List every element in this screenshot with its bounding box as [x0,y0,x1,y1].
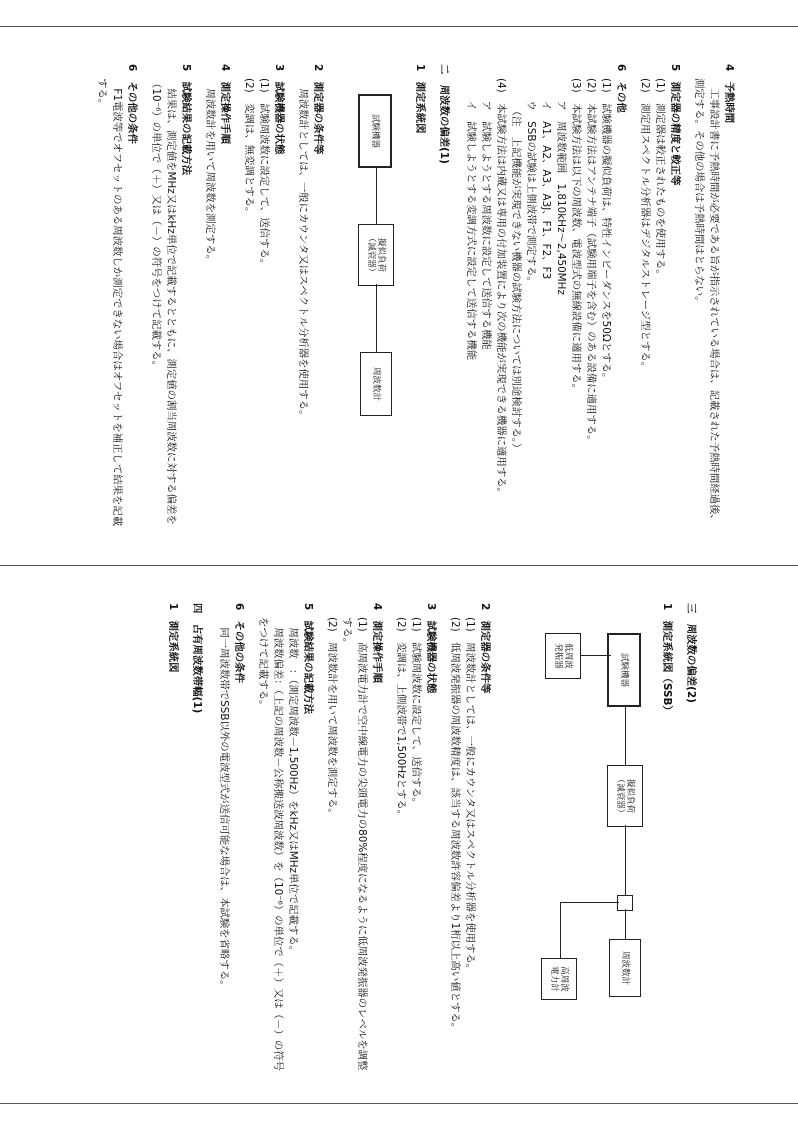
part-2-section-6-text: F1電波等でオフセットのある周波数しか測定できない場合はオフセットを補正して結果を記載する。 [96,78,123,527]
section-4-text: 工事設計書に予熱時間が必要である旨が指示されている場合は、記載された予熱時間経過後、測定する。その他の場合は予熱時間はとらない。 [693,78,720,525]
section-5-title: 5 測定器の精度と較正等 [669,64,681,186]
part-2-title: 二 周波数の偏差(1) [438,64,450,164]
section-6-item: (4) 本試験方法は内蔵又は専用の付加装置により次の機能が実現できる機器に適用する。 [495,78,507,498]
part-3-section-3-item: (2) 変調は、上側波帯で1,500Hzとする。 [395,617,407,821]
bottom-rule [0,1103,798,1104]
part-2-section-3-title: 3 試験機器の状態 [273,64,285,155]
measurement-diagram-ssb [501,603,651,1073]
page-divider [0,565,798,566]
section-6-item: イ 試験しようとする変調方式に設定して送信する機能 [465,90,477,361]
section-6-item: ア 周波数範囲 1,810kHz～2,450MHz [555,90,567,295]
diagram-box-af-oscillator: 低周波 発振器 [545,633,581,679]
diagram-box-device: 試験機器 [358,94,392,168]
diagram-connector [625,705,626,765]
diagram-connector [581,655,611,656]
section-5-item: (1) 測定器は較正されたものを使用する。 [654,78,666,280]
part-3-section-4-item: (2) 周波数計を用いて周波数を測定する。 [326,617,338,819]
part-3-section-5-item: 周波数 ：（測定周波数－1,500Hz）をkHz又はMHz単位で記載する。 [287,617,299,957]
section-4-title: 4 予熱時間 [723,64,735,124]
section-6-item: (1) 試験機器の擬似負荷は、特性インピーダンスを50Ωとする。 [600,78,612,384]
part-2-section-4-text: 周波数計を用いて周波数を測定する。 [204,78,216,266]
diagram-box-power-meter: 高周波 電力計 [541,958,577,1000]
diagram-connector [625,825,626,895]
diagram-connector [560,902,561,958]
lower-page-content [0,567,798,1102]
section-6-item: イ A1、A2、A3、A3J、F1、F2、F3 [540,90,552,280]
diagram-box-counter: 周波数計 [609,939,641,997]
diagram-box-device: 試験機器 [607,633,641,707]
section-6-note: （注 上記機能が実現できない機器の試験方法については別途検討する。） [510,90,522,454]
part-2-section-3-item: (1) 試験周波数に設定して、送信する。 [258,78,270,270]
part-3-section-6-title: 6 その他の条件 [233,603,245,683]
part-2-section-6-title: 6 その他の条件 [126,64,138,144]
diagram-box-counter: 周波数計 [360,352,392,416]
part-2-section-2-title: 2 測定器の条件等 [312,64,324,155]
part-2-section-5-title: 5 試験結果の記載方法 [180,64,192,176]
part-3-section-5-item: 周波数偏差：（上記の周波数－公称搬送波周波数）を（10⁻⁶）の単位で（＋）又は（－）の符号をつけて記載する。 [257,617,284,1072]
part-4-diagram-title: 1 測定系統図 [167,603,179,673]
part-2-diagram-title: 1 測定系統図 [414,64,426,134]
diagram-box-load: 擬似負荷 （減衰器） [358,224,394,286]
top-rule [0,26,798,27]
section-6-title: 6 その他 [615,64,627,113]
diagram-connector [376,166,377,224]
part-3-diagram-title: 1 測定系統図（SSB） [661,603,673,716]
part-3-section-2-item: (1) 周波数計としては、一般にカウンタ又はスペクトル分析器を使用する。 [464,617,476,975]
part-3-title: 三 周波数の偏差(2) [685,603,697,703]
part-2-section-5-text: 結果は、測定値をMHz又はkHz単位で記載するとともに、測定値の割当周波数に対する偏差を（10⁻⁶）の単位で（＋）又は（－）の符号をつけて記載する。 [150,78,177,525]
part-4-title: 四 占有周波数帯幅(1) [191,603,203,714]
part-3-section-3-item: (1) 試験周波数に設定して、送信する。 [410,617,422,809]
diagram-connector [561,902,619,903]
part-2-section-3-item: (2) 変調は、無変調とする。 [243,78,255,218]
upper-page-content [0,28,798,564]
part-2-section-2-text: 周波数計としては、一般にカウンタ又はスペクトル分析器を使用する。 [297,78,309,421]
section-6-item: ア 試験しようとする周波数に設定して送信する機能 [480,90,492,350]
diagram-connector [625,909,626,939]
section-6-item: (2) 本試験方法はアンテナ端子（試験用端子を含む）のある設備に適用する。 [585,78,597,446]
part-3-section-4-title: 4 測定操作手順 [371,603,383,683]
diagram-connector [376,284,377,352]
part-3-section-4-item: (1) 高周波電力計で空中線電力の尖頭電力の80%程度になるように低周波発振器のレベルを調整する。 [341,617,368,1071]
part-3-section-3-title: 3 試験機器の状態 [425,603,437,694]
part-3-section-2-item: (2) 低周波発振器の周波数精度は、該当する周波数許容偏差より1桁以上高い値とする。 [449,617,461,1034]
part-3-section-5-title: 5 試験結果の記載方法 [302,603,314,715]
diagram-box-load: 擬似負荷 （減衰器） [607,765,643,827]
part-3-section-6-text: 同一周波数帯でSSB以外の電波型式が送信可能な場合は、本試験を省略する。 [218,617,230,991]
section-5-item: (2) 測定用スペクトル分析器はデジタルストレージ型とする。 [639,78,651,373]
lower-page [0,567,798,1102]
part-3-section-2-title: 2 測定器の条件等 [479,603,491,694]
section-6-item: ウ SSBの試験は上側波帯で測定する。 [525,90,537,287]
section-6-item: (3) 本試験方法は以下の周波数、電波型式の無線設備に適用する。 [570,78,582,395]
part-2-section-4-title: 4 測定操作手順 [219,64,231,144]
upper-page [0,28,798,564]
measurement-diagram-1 [334,64,404,534]
